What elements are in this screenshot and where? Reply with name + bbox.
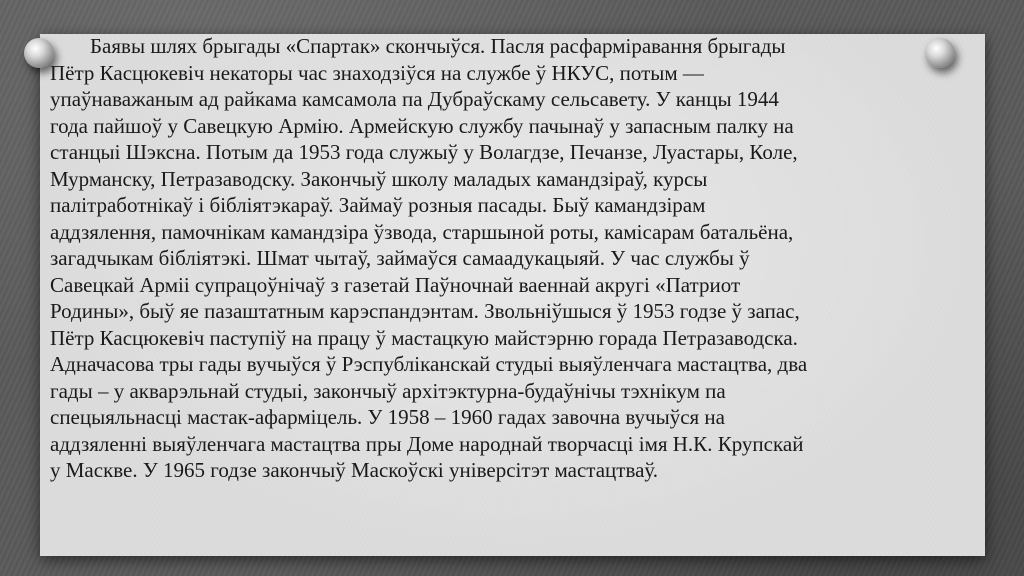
text-line: у Маскве. У 1965 годзе закончыў Маскоўскі універсітэт мастацтваў. [50, 458, 659, 482]
text-line: года пайшоў у Савецкую Армію. Армейскую службу пачынаў у запасным палку на [50, 113, 794, 138]
text-line: аддзялення, памочнікам камандзіра ўзвода, старшыной роты, камісарам батальёна, [50, 219, 794, 244]
text-line: Родины», быў яе пазаштатным карэспандэнтам. Звольніўшыся ў 1953 годзе ў запас, [50, 299, 800, 323]
text-line: Мурманску, Петразаводску. Закончыў школу маладых камандзіраў, курсы [50, 166, 708, 191]
text-line: Адначасова тры гады вучыўся ў Рэспубліканскай студыі выяўленчага мастацтва, два [50, 352, 808, 376]
text-line: станцыі Шэксна. Потым да 1953 года служыў у Волагдзе, Печанзе, Луастары, Коле, [50, 140, 798, 164]
text-line: Баявы шлях брыгады «Спартак» скончыўся. Пасля расфарміравання брыгады [90, 34, 786, 58]
text-line: упаўнаважаным ад райкама камсамола па Дубраўскаму сельсавету. У канцы 1944 [50, 87, 779, 111]
text-line: гады – у акварэльнай студыі, закончыў архітэктурна-будаўнічы тэхнікум па [50, 378, 726, 403]
text-line: Пётр Касцюкевіч некаторы час знаходзіўся на службе ў НКУС, потым — [50, 60, 704, 85]
text-line: палітработнікаў і бібліятэкараў. Займаў розныя пасады. Быў камандзірам [50, 193, 706, 217]
text-line: аддзяленні выяўленчага мастацтва пры Доме народнай творчасці імя Н.К. Крупскай [50, 431, 804, 456]
text-line: Пётр Касцюкевіч паступіў на працу ў мастацкую майстэрню горада Петразаводска. [50, 325, 798, 350]
text-line: загадчыкам бібліятэкі. Шмат чытаў, займаўся самаадукацыяй. У час службы ў [50, 246, 750, 270]
text-line: Савецкай Арміі супрацоўнічаў з газетай Паўночнай ваеннай акругі «Патриот [50, 272, 741, 297]
text-line: спецыяльнасці мастак-афарміцель. У 1958 – 1960 гадах завочна вучыўся на [50, 405, 725, 429]
biography-paragraph [50, 33, 975, 484]
